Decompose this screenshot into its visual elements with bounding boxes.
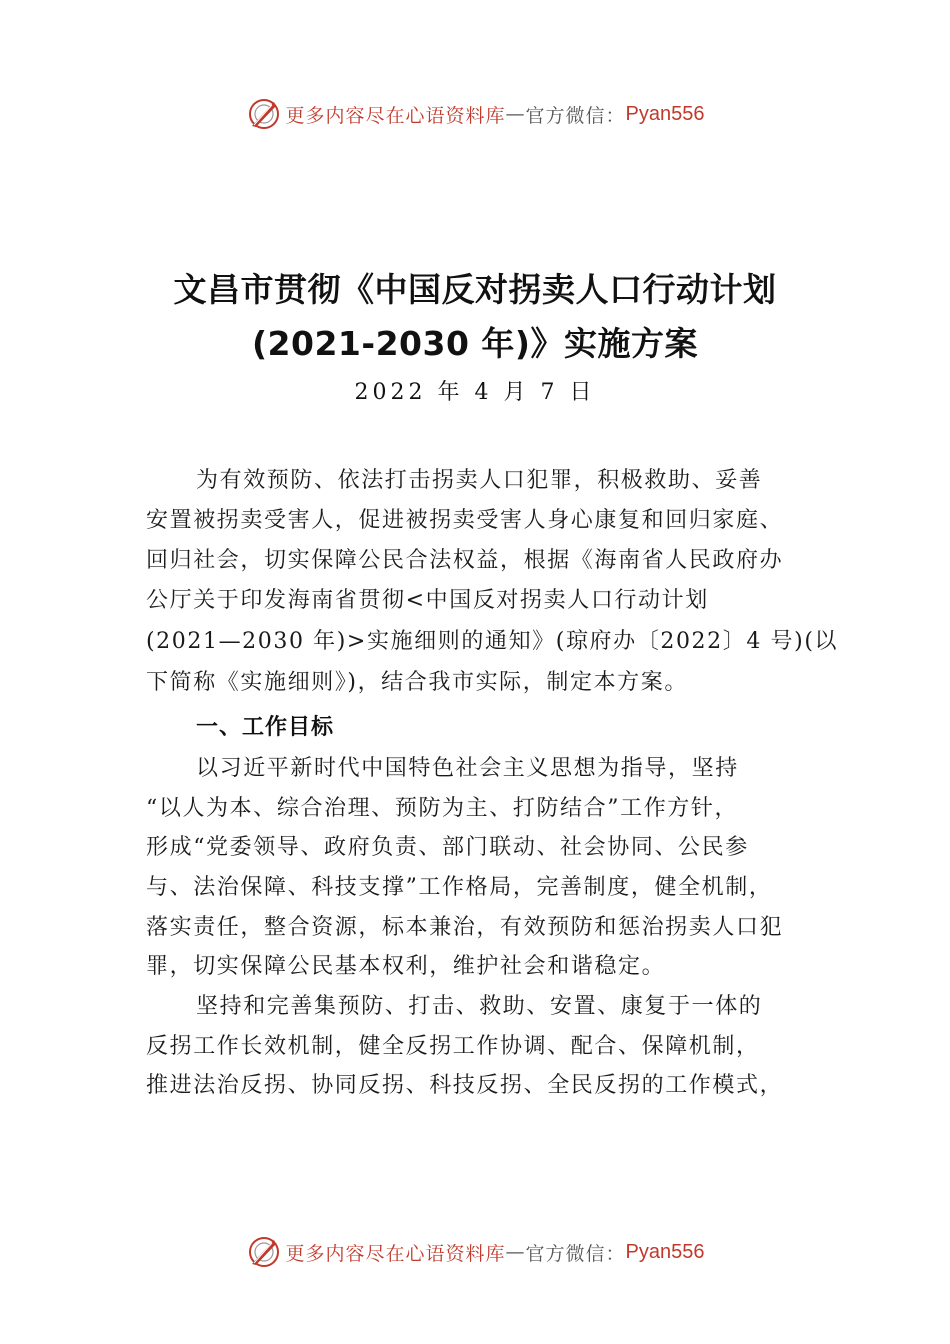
body-line: 下简称《实施细则》)，结合我市实际，制定本方案。 [146,670,688,695]
body-line: (2021—2030 年)>实施细则的通知》(琼府办〔2022〕4 号)(以 [146,629,839,654]
watermark-wechat-id: Pyan556 [625,102,705,125]
watermark-banner-bottom [0,1232,950,1272]
body-line: 安置被拐卖受害人，促进被拐卖受害人身心康复和回归家庭、 [146,508,784,533]
body-line: 罪，切实保障公民基本权利，维护社会和谐稳定。 [146,954,666,979]
body-line: 推进法治反拐、协同反拐、科技反拐、全民反拐的工作模式， [146,1073,784,1098]
body-line: 回归社会，切实保障公民合法权益，根据《海南省人民政府办 [146,548,784,573]
body-line: 反拐工作长效机制，健全反拐工作协调、配合、保障机制， [146,1034,760,1059]
watermark-wechat-label: 官方微信： [525,104,626,127]
body-line: “以人为本、综合治理、预防为主、打防结合”工作方针， [146,796,739,821]
watermark-wechat-label: 官方微信： [525,1242,626,1265]
document-date: 2022 年 4 月 7 日 [354,380,596,405]
body-line: 以习近平新时代中国特色社会主义思想为指导，坚持 [196,756,739,781]
body-line: 为有效预防、依法打击拐卖人口犯罪，积极救助、妥善 [196,468,763,493]
quill-pen-logo-icon [246,96,282,132]
watermark-dash: — [505,103,526,125]
watermark-brand: 更多内容尽在心语资料库 [285,1242,506,1265]
body-line: 公厅关于印发海南省贯彻<中国反对拐卖人口行动计划 [146,588,709,613]
body-line: 落实责任，整合资源，标本兼治，有效预防和惩治拐卖人口犯 [146,915,784,940]
watermark-wechat-id: Pyan556 [625,1240,705,1263]
watermark-dash: — [505,1241,526,1263]
watermark-banner-top [0,94,950,134]
quill-pen-logo-icon [246,1234,282,1270]
document-title-line1: 文昌市贯彻《中国反对拐卖人口行动计划 [173,270,777,309]
section-heading: 一、工作目标 [196,715,335,740]
watermark-brand: 更多内容尽在心语资料库 [285,104,506,127]
body-line: 形成“党委领导、政府负责、部门联动、社会协同、公民参 [146,835,749,860]
document-title-line2: (2021-2030 年)》实施方案 [251,324,699,363]
body-line: 坚持和完善集预防、打击、救助、安置、康复于一体的 [196,994,763,1019]
body-line: 与、法治保障、科技支撑”工作格局，完善制度，健全机制， [146,875,773,900]
